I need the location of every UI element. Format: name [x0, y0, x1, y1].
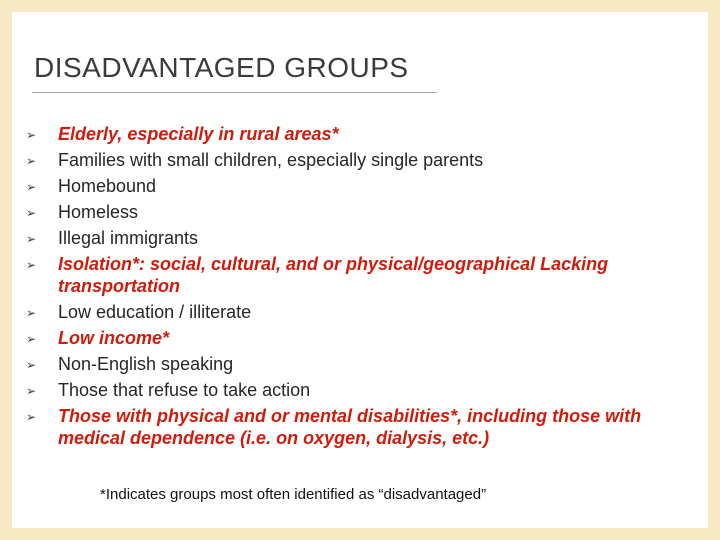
bullet-text: Homeless [58, 202, 139, 222]
bullet-text: Those that refuse to take action [58, 380, 311, 400]
arrowhead-icon: ➢ [26, 306, 37, 320]
list-item [26, 121, 698, 147]
footnote: *Indicates groups most often identified as “disadvantaged” [100, 486, 487, 503]
bullet-text: Low education / illiterate [58, 302, 252, 322]
list-item [26, 299, 698, 325]
slide-title: DISADVANTAGED GROUPS [34, 52, 409, 83]
arrowhead-icon: ➢ [26, 358, 37, 372]
list-item [26, 251, 698, 299]
list-item [26, 147, 698, 173]
arrowhead-icon: ➢ [26, 410, 37, 424]
arrowhead-icon: ➢ [26, 332, 37, 346]
bullet-text: Those with physical and or mental disabilities*, including those with medical dependence (i.e. on oxygen, dialysis, etc.) [58, 406, 642, 448]
list-item [26, 225, 698, 251]
bullet-list [26, 121, 698, 451]
list-item [26, 199, 698, 225]
list-item [26, 377, 698, 403]
bullet-text: Families with small children, especially single parents [58, 150, 484, 170]
arrowhead-icon: ➢ [26, 154, 37, 168]
bullet-text: Illegal immigrants [58, 228, 199, 248]
arrowhead-icon: ➢ [26, 180, 37, 194]
bullet-text: Non-English speaking [58, 354, 234, 374]
list-item [26, 403, 698, 451]
list-item [26, 351, 698, 377]
arrowhead-icon: ➢ [26, 384, 37, 398]
arrowhead-icon: ➢ [26, 258, 37, 272]
arrowhead-icon: ➢ [26, 206, 37, 220]
bullet-text: Low income* [58, 328, 170, 348]
arrowhead-icon: ➢ [26, 232, 37, 246]
title-underline [32, 92, 437, 93]
arrowhead-icon: ➢ [26, 128, 37, 142]
bullet-text: Homebound [58, 176, 157, 196]
bullet-text: Isolation*: social, cultural, and or physical/geographical Lacking transportation [58, 254, 609, 296]
list-item [26, 173, 698, 199]
list-item [26, 325, 698, 351]
bullet-text: Elderly, especially in rural areas* [58, 124, 339, 144]
